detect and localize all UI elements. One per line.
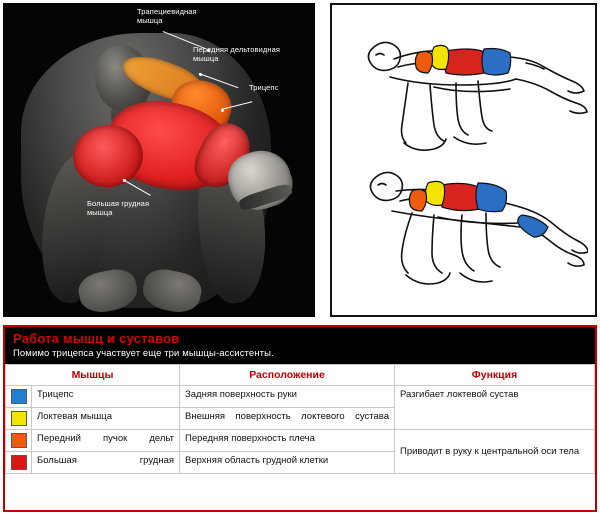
callout-pectoralis-major <box>87 199 179 217</box>
highlight-delt-orange <box>415 51 432 73</box>
callout-trapezius-line2: мышца <box>137 16 163 25</box>
highlight-triceps-blue <box>482 49 511 76</box>
table-subtitle: Помимо трицепса участвует еще три мышцы-ассистенты. <box>13 348 274 359</box>
color-swatch-front-delt <box>11 433 27 448</box>
callout-triceps <box>249 83 309 92</box>
column-header-function: Функция <box>395 365 595 386</box>
muscle-location-cell: Внешняя поверхность локтевого сустава <box>180 408 395 430</box>
leader-dot-front-delt <box>199 73 202 76</box>
pushup-line-art-panel <box>330 3 597 317</box>
anatomy-photo-panel <box>3 3 315 317</box>
muscle-location-cell: Верхняя область грудной клетки <box>180 452 395 474</box>
callout-front-delt-line2: мышца <box>193 54 219 63</box>
table-header-bar <box>5 327 595 364</box>
color-swatch-anconeus <box>11 411 27 426</box>
muscle-name-cell: Большая грудная <box>32 452 180 474</box>
color-swatch-triceps <box>11 389 27 404</box>
table-row <box>6 386 595 408</box>
color-swatch-cell <box>6 408 32 430</box>
leader-dot-triceps <box>221 109 224 112</box>
callout-front-delt-line1: Передняя дельтовидная <box>193 45 281 54</box>
muscle-name-cell: Передний пучок дельт <box>32 430 180 452</box>
highlight-anconeus-yellow-2 <box>425 181 444 205</box>
muscle-name-cell: Локтевая мышца <box>32 408 180 430</box>
table-title: Работа мышц и суставов <box>13 331 180 346</box>
callout-triceps-line1: Трицепс <box>249 83 279 92</box>
callout-trapezius <box>137 7 233 25</box>
table-row <box>6 430 595 452</box>
highlight-anconeus-yellow <box>431 45 448 69</box>
muscle-function-cell: Приводит в руку к центральной оси тела <box>395 430 595 474</box>
column-header-location: Расположение <box>180 365 395 386</box>
leader-dot-pectoralis <box>123 179 126 182</box>
muscle-name-cell: Трицепс <box>32 386 180 408</box>
callout-pectoralis-line1: Большая грудная <box>87 199 150 208</box>
table-header-row <box>6 365 595 386</box>
color-swatch-cell <box>6 386 32 408</box>
callout-trapezius-line1: Трапециевидная <box>137 7 197 16</box>
muscle-function-cell: Разгибает локтевой сустав <box>395 386 595 430</box>
highlight-chest-red-2 <box>440 183 482 210</box>
muscle-location-cell: Задняя поверхность руки <box>180 386 395 408</box>
callout-front-delt <box>193 45 305 63</box>
color-swatch-cell <box>6 452 32 474</box>
highlight-triceps-blue-2 <box>476 183 507 212</box>
highlight-leg-blue <box>518 215 548 237</box>
highlight-chest-red <box>444 49 486 75</box>
highlight-delt-orange-2 <box>409 189 426 211</box>
color-swatch-cell <box>6 430 32 452</box>
push-up-top-position <box>338 11 588 156</box>
muscle-location-cell: Передняя поверхность плеча <box>180 430 395 452</box>
muscle-work-table-block <box>3 325 597 512</box>
callout-pectoralis-line2: мышца <box>87 208 113 217</box>
push-up-bottom-position <box>338 157 588 309</box>
column-header-muscles: Мышцы <box>6 365 180 386</box>
muscle-table <box>5 364 595 474</box>
color-swatch-pectoralis <box>11 455 27 470</box>
